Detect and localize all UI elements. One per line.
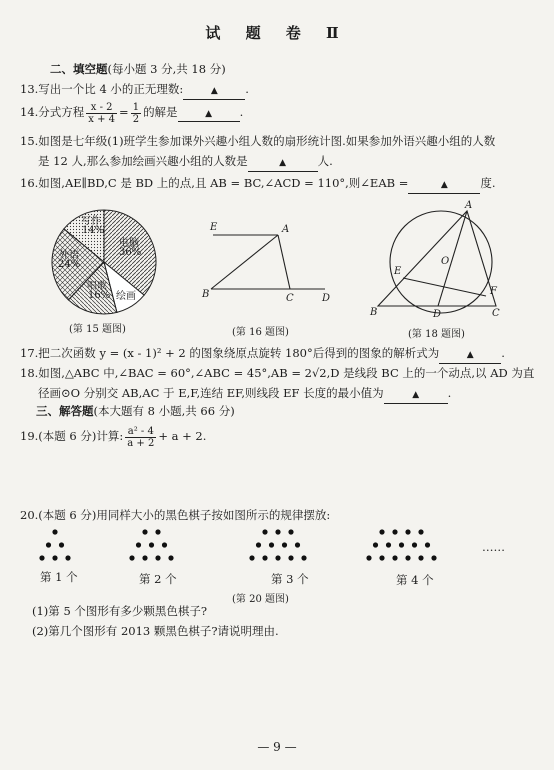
black-chess-piece xyxy=(162,542,167,547)
q16-text: 16.如图,AE∥BD,C 是 BD 上的点,且 AB = BC,∠ACD = 110°,则∠EAB = xyxy=(20,176,409,190)
q15-line-2-end: 人. xyxy=(317,154,333,168)
q20-sub-question-2: (2)第几个图形有 2013 颗黑色棋子?请说明理由. xyxy=(32,624,279,638)
q19-prefix: 19.(本题 6 分)计算: xyxy=(20,429,124,443)
black-chess-piece xyxy=(386,542,391,547)
segment-ab xyxy=(211,235,278,289)
page-title: 试 题 卷 Ⅱ xyxy=(205,24,349,42)
black-chess-piece xyxy=(262,529,267,534)
q17-end: . xyxy=(501,346,505,360)
black-chess-piece xyxy=(65,555,70,560)
black-chess-piece xyxy=(168,555,173,560)
point-a-label: A xyxy=(282,224,290,235)
black-chess-piece xyxy=(282,542,287,547)
black-chess-piece xyxy=(379,555,384,560)
fig-15-caption: (第 15 题图) xyxy=(69,324,126,335)
blank-marker: ▲ xyxy=(279,158,287,168)
pie-label-writing: 写作 xyxy=(81,216,101,227)
pie-label-foreign-language: 外语 xyxy=(59,250,79,261)
question-17 xyxy=(20,346,505,364)
black-chess-piece xyxy=(392,529,397,534)
q20-sub-question-1: (1)第 5 个图形有多少颗黑色棋子? xyxy=(32,604,208,618)
blank-marker: ▲ xyxy=(466,350,474,360)
black-chess-piece xyxy=(256,542,261,547)
pie-value-writing: 14% xyxy=(82,225,105,236)
figure-20-patterns xyxy=(39,529,436,560)
black-chess-piece xyxy=(405,555,410,560)
question-14: 14.分式方程 $\frac{x - 2}{x + 4}$ = $\frac{1}{2}$ 的解是 ▲ . xyxy=(20,101,244,125)
q15-line-2-text: 是 12 人,那么参加绘画兴趣小组的人数是 xyxy=(38,154,248,168)
q18-line-2-end: . xyxy=(447,386,452,400)
black-chess-piece xyxy=(288,555,293,560)
q19-suffix: + a + 2. xyxy=(158,429,207,443)
triangle-abc xyxy=(378,211,496,306)
q20-ellipsis: …… xyxy=(482,540,505,554)
section-2-heading: 二、填空题 xyxy=(50,62,108,76)
q20-figure-2-label: 第 2 个 xyxy=(139,572,177,586)
pie-value-singing: 16% xyxy=(88,290,111,301)
fig18-point-c-label: C xyxy=(492,308,500,319)
page-number: — 9 — xyxy=(257,740,297,754)
black-chess-piece xyxy=(59,542,64,547)
q13-text: 13.写出一个比 4 小的正无理数: xyxy=(20,82,184,96)
q19-denominator: a + 2 xyxy=(127,437,155,449)
pie-value-computer: 36% xyxy=(119,247,142,258)
blank-marker: ▲ xyxy=(205,109,213,119)
black-chess-piece xyxy=(275,555,280,560)
black-chess-piece xyxy=(142,529,147,534)
section-2-note: (每小题 3 分,共 18 分) xyxy=(107,62,226,76)
black-chess-piece xyxy=(431,555,436,560)
black-chess-piece xyxy=(52,555,57,560)
question-19 xyxy=(20,422,206,450)
blank-marker: ▲ xyxy=(440,180,448,190)
black-chess-piece xyxy=(379,529,384,534)
blank-marker: ▲ xyxy=(412,390,420,400)
fig18-point-a-label: A xyxy=(465,200,473,211)
black-chess-piece xyxy=(418,529,423,534)
section-3-note: (本大题有 8 小题,共 66 分) xyxy=(93,404,235,418)
q14-numerator-right: 1 xyxy=(132,101,140,113)
section-3-header xyxy=(36,404,235,419)
q18-line-2 xyxy=(38,386,451,404)
black-chess-piece xyxy=(392,555,397,560)
black-chess-piece xyxy=(39,555,44,560)
q20-figure-3-label: 第 3 个 xyxy=(271,572,309,586)
segment-ef xyxy=(403,278,486,296)
fig18-point-d-label: D xyxy=(433,309,442,320)
q14-numerator-left: x - 2 xyxy=(86,102,117,114)
black-chess-piece xyxy=(301,555,306,560)
black-chess-piece xyxy=(46,542,51,547)
q20-figure-4-label: 第 4 个 xyxy=(396,573,434,587)
point-e-label: E xyxy=(210,222,218,233)
black-chess-piece xyxy=(142,555,147,560)
q19-fraction xyxy=(125,426,156,449)
black-chess-piece xyxy=(373,542,378,547)
fig18-point-f-label: F xyxy=(490,286,497,297)
q15-line-1: 15.如图是七年级(1)班学生参加课外兴趣小组人数的扇形统计图.如果参加外语兴趣小组的人数 xyxy=(20,134,496,148)
black-chess-piece xyxy=(129,555,134,560)
q14-prefix: 14.分式方程 xyxy=(20,105,85,119)
black-chess-piece xyxy=(155,555,160,560)
q14-denominator-left: x + 4 xyxy=(88,113,116,125)
fig18-point-e-label: E xyxy=(394,266,402,277)
black-chess-piece xyxy=(412,542,417,547)
q14-denominator-right: 2 xyxy=(132,113,140,125)
q20-text: 20.(本题 6 分)用同样大小的黑色棋子按如图所示的规律摆放: xyxy=(20,508,331,522)
q19-numerator: a² - 4 xyxy=(125,426,156,438)
black-chess-piece xyxy=(275,529,280,534)
black-chess-piece xyxy=(262,555,267,560)
black-chess-piece xyxy=(52,529,57,534)
figure-16 xyxy=(211,235,325,289)
black-chess-piece xyxy=(418,555,423,560)
question-13: 13.写出一个比 4 小的正无理数: ▲ . xyxy=(20,82,249,100)
pie-value-foreign-language: 24% xyxy=(58,259,81,270)
q18-line-1: 18.如图,△ABC 中,∠BAC = 60°,∠ABC = 45°,AB = 2√2,D 是线段 BC 上的一个动点,以 AD 为直 xyxy=(20,366,535,380)
q18-line-2-text: 径画⊙O 分别交 AB,AC 于 E,F,连结 EF,则线段 EF 长度的最小值为 xyxy=(38,386,384,400)
black-chess-piece xyxy=(425,542,430,547)
pie-label-painting: 绘画 xyxy=(116,291,136,302)
point-d-label: D xyxy=(322,293,331,304)
figure-18 xyxy=(378,211,496,313)
fig-20-caption: (第 20 题图) xyxy=(232,594,289,605)
q17-answer-blank xyxy=(439,346,501,364)
black-chess-piece xyxy=(136,542,141,547)
black-chess-piece xyxy=(399,542,404,547)
q20-figure-1-label: 第 1 个 xyxy=(40,570,78,584)
pie-label-computer: 电脑 xyxy=(119,238,139,249)
black-chess-piece xyxy=(405,529,410,534)
pie-label-singing: 唱歌 xyxy=(87,281,107,292)
black-chess-piece xyxy=(149,542,154,547)
fig18-point-o-label: O xyxy=(441,256,450,267)
fig-18-caption: (第 18 题图) xyxy=(408,329,465,340)
point-c-label: C xyxy=(286,293,294,304)
black-chess-piece xyxy=(269,542,274,547)
q14-suffix: 的解是 xyxy=(143,105,178,119)
q16-end: 度. xyxy=(480,176,496,190)
fig18-point-b-label: B xyxy=(370,307,378,318)
black-chess-piece xyxy=(288,529,293,534)
black-chess-piece xyxy=(366,555,371,560)
segment-ac xyxy=(278,235,290,289)
q17-text: 17.把二次函数 y = (x - 1)² + 2 的图象绕原点旋转 180°后得到的图象的解析式为 xyxy=(20,346,440,360)
q18-answer-blank xyxy=(384,386,448,404)
black-chess-piece xyxy=(155,529,160,534)
blank-marker: ▲ xyxy=(210,86,218,96)
fig-16-caption: (第 16 题图) xyxy=(232,327,289,338)
section-3-heading: 三、解答题 xyxy=(36,404,94,418)
black-chess-piece xyxy=(295,542,300,547)
black-chess-piece xyxy=(249,555,254,560)
q14-equals: = xyxy=(119,105,129,119)
point-b-label: B xyxy=(202,289,210,300)
